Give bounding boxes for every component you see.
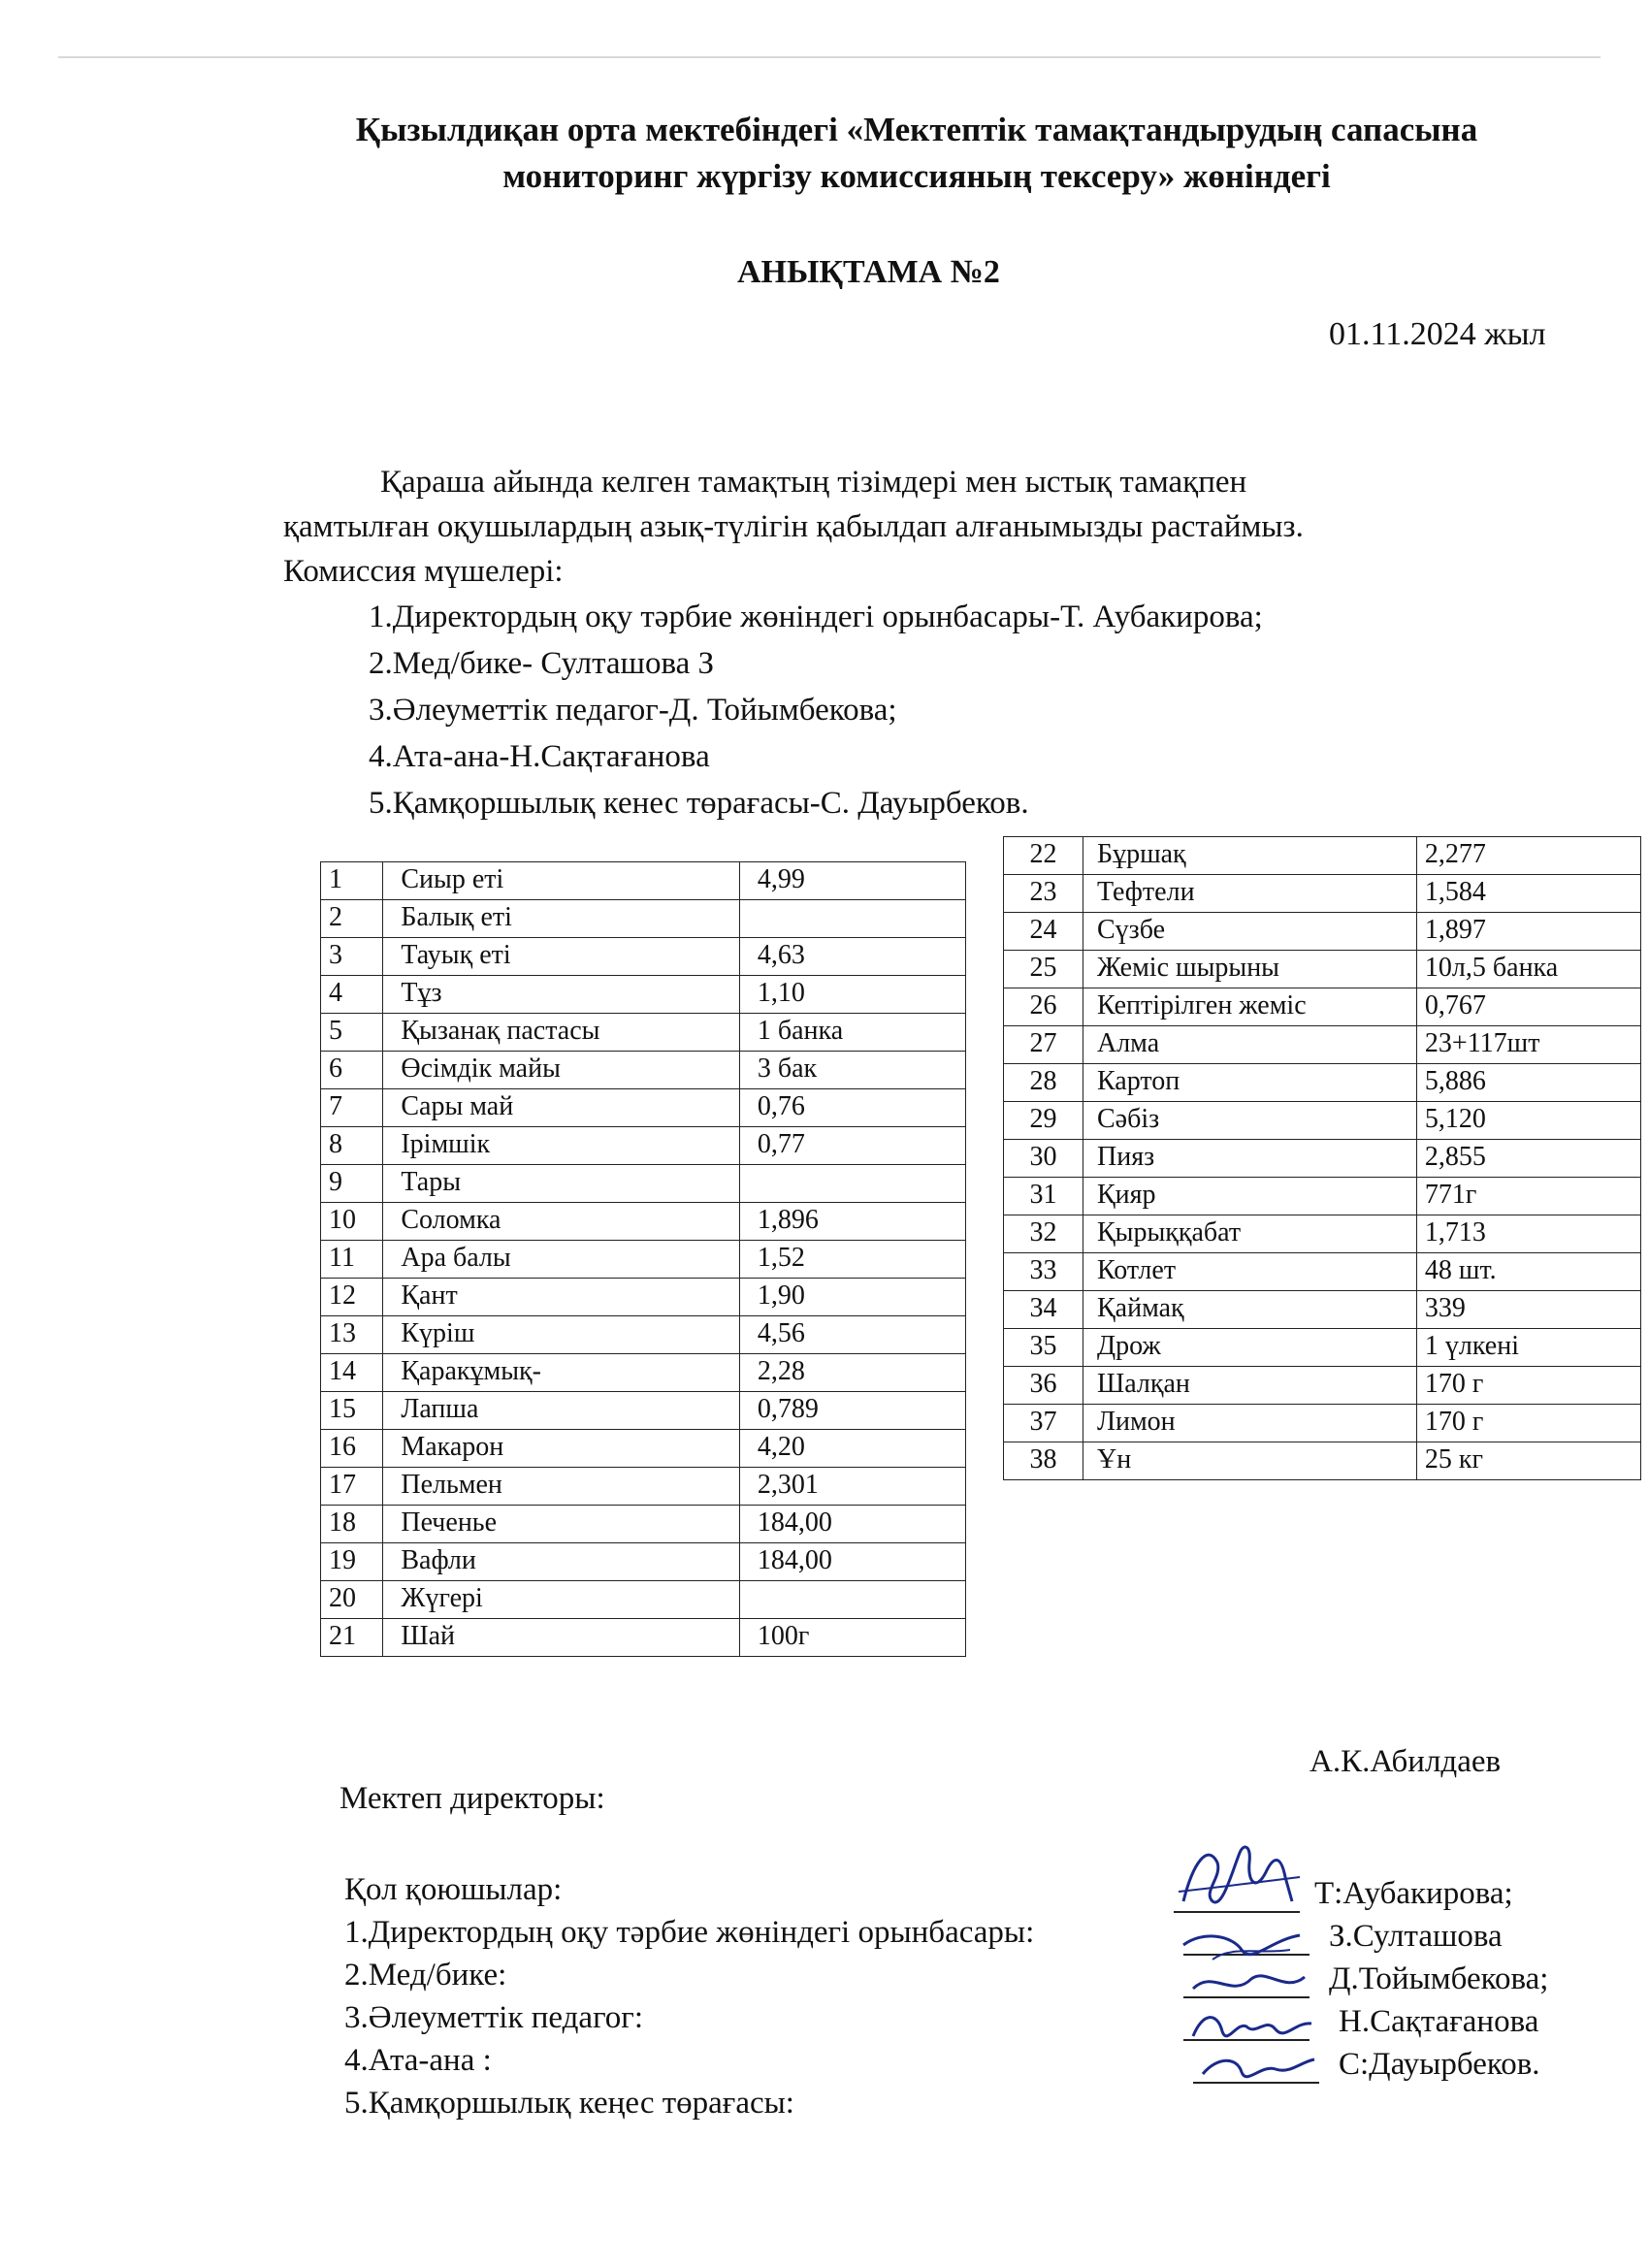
item-quantity: 100г (739, 1619, 965, 1657)
item-quantity: 1,584 (1416, 875, 1640, 913)
item-name: Сиыр еті (383, 862, 740, 900)
member-item: 5.Қамқоршылық кенес төрағасы-С. Дауырбеков. (369, 786, 1029, 821)
item-name: Макарон (383, 1430, 740, 1468)
row-number: 6 (321, 1052, 383, 1089)
item-quantity: 5,886 (1416, 1064, 1640, 1102)
member-item: 3.Әлеуметтік педагог-Д. Тойымбекова; (369, 693, 897, 728)
director-name: А.К.Абилдаев (1310, 1744, 1502, 1779)
item-name: Пияз (1083, 1140, 1416, 1178)
item-quantity: 1,896 (739, 1203, 965, 1241)
table-row (1004, 1329, 1641, 1367)
item-name: Ара балы (383, 1241, 740, 1279)
table-row (1004, 1102, 1641, 1140)
table-row (321, 1165, 966, 1203)
item-name: Тұз (383, 976, 740, 1014)
item-quantity (739, 1581, 965, 1619)
item-name: Жеміс шырыны (1083, 951, 1416, 988)
item-quantity: 23+117шт (1416, 1026, 1640, 1064)
item-quantity: 4,63 (739, 938, 965, 976)
member-item: 4.Ата-ана-Н.Сақтағанова (369, 739, 710, 774)
row-number: 2 (321, 900, 383, 938)
item-quantity: 2,855 (1416, 1140, 1640, 1178)
item-name: Жүгері (383, 1581, 740, 1619)
item-quantity: 0,789 (739, 1392, 965, 1430)
item-name: Тары (383, 1165, 740, 1203)
title-line-1: Қызылдиқан орта мектебіндегі «Мектептік тамақтандырудың сапасына (355, 111, 1478, 148)
table-row (1004, 1253, 1641, 1291)
item-quantity: 1,897 (1416, 913, 1640, 951)
table-row (1004, 1291, 1641, 1329)
item-quantity: 184,00 (739, 1543, 965, 1581)
item-name: Тауық еті (383, 938, 740, 976)
handwritten-signature (1164, 1833, 1310, 1921)
member-item: 1.Директордың оқу тәрбие жөніндегі орынбасары-Т. Аубакирова; (369, 599, 1263, 634)
row-number: 10 (321, 1203, 383, 1241)
row-number: 36 (1004, 1367, 1083, 1405)
table-row (321, 900, 966, 938)
item-name: Ұн (1083, 1442, 1416, 1480)
signers-list (344, 1868, 1034, 2124)
document-heading: АНЫҚТАМА №2 (737, 254, 1000, 290)
item-name: Өсімдік майы (383, 1052, 740, 1089)
item-quantity: 1,52 (739, 1241, 965, 1279)
signer-name: Т:Аубакирова; (1314, 1876, 1513, 1911)
item-name: Қаймақ (1083, 1291, 1416, 1329)
commission-members-list (369, 594, 1263, 826)
row-number: 7 (321, 1089, 383, 1127)
table-row (321, 1241, 966, 1279)
handwritten-signature (1188, 2045, 1324, 2093)
row-number: 12 (321, 1279, 383, 1316)
table-row (321, 938, 966, 976)
intro-paragraph (283, 460, 1544, 594)
item-name: Шалқан (1083, 1367, 1416, 1405)
director-label: Мектеп директоры: (340, 1781, 605, 1816)
table-row (1004, 1140, 1641, 1178)
item-quantity: 4,56 (739, 1316, 965, 1354)
row-number: 11 (321, 1241, 383, 1279)
item-name: Вафли (383, 1543, 740, 1581)
item-quantity: 1 үлкені (1416, 1329, 1640, 1367)
item-quantity: 2,277 (1416, 837, 1640, 875)
row-number: 8 (321, 1127, 383, 1165)
item-name: Печенье (383, 1506, 740, 1543)
item-quantity: 339 (1416, 1291, 1640, 1329)
row-number: 37 (1004, 1405, 1083, 1442)
table-row (1004, 1405, 1641, 1442)
document-date: 01.11.2024 жыл (1329, 316, 1546, 352)
member-item: 2.Мед/бике- Султашова З (369, 646, 715, 681)
table-row (1004, 988, 1641, 1026)
table-row (321, 1543, 966, 1581)
item-name: Шай (383, 1619, 740, 1657)
handwritten-signature (1179, 1960, 1314, 2008)
item-quantity: 1,713 (1416, 1215, 1640, 1253)
item-quantity: 4,99 (739, 862, 965, 900)
item-quantity: 5,120 (1416, 1102, 1640, 1140)
item-name: Қант (383, 1279, 740, 1316)
item-quantity (739, 900, 965, 938)
table-row (321, 1619, 966, 1657)
table-row (321, 1089, 966, 1127)
item-name: Қызанақ пастасы (383, 1014, 740, 1052)
table-row (321, 1468, 966, 1506)
table-row (1004, 1215, 1641, 1253)
item-quantity: 1,10 (739, 976, 965, 1014)
item-name: Дрож (1083, 1329, 1416, 1367)
item-quantity (739, 1165, 965, 1203)
item-quantity: 2,28 (739, 1354, 965, 1392)
row-number: 33 (1004, 1253, 1083, 1291)
row-number: 29 (1004, 1102, 1083, 1140)
table-row (321, 1392, 966, 1430)
table-row (321, 1014, 966, 1052)
signer-name: С:Дауырбеков. (1339, 2047, 1540, 2082)
item-quantity: 48 шт. (1416, 1253, 1640, 1291)
item-quantity: 3 бак (739, 1052, 965, 1089)
item-quantity: 0,767 (1416, 988, 1640, 1026)
item-name: Картоп (1083, 1064, 1416, 1102)
item-quantity: 170 г (1416, 1405, 1640, 1442)
row-number: 20 (321, 1581, 383, 1619)
table-row (321, 1316, 966, 1354)
table-row (321, 1279, 966, 1316)
table-row (1004, 1367, 1641, 1405)
row-number: 26 (1004, 988, 1083, 1026)
item-quantity: 170 г (1416, 1367, 1640, 1405)
signer-names (1314, 1872, 1548, 2086)
table-row (1004, 1026, 1641, 1064)
item-name: Қырыққабат (1083, 1215, 1416, 1253)
table-row (1004, 1064, 1641, 1102)
row-number: 21 (321, 1619, 383, 1657)
row-number: 32 (1004, 1215, 1083, 1253)
row-number: 3 (321, 938, 383, 976)
item-name: Тефтели (1083, 875, 1416, 913)
intro-line-3: Комиссия мүшелері: (283, 554, 564, 589)
signer-name: Д.Тойымбекова; (1329, 1961, 1549, 1996)
signer-role: 1.Директордың оқу тәрбие жөніндегі орынбасары: (344, 1915, 1035, 1950)
table-row (321, 1203, 966, 1241)
signer-role: 3.Әлеуметтік педагог: (344, 2000, 643, 2035)
intro-line-2: қамтылған оқушылардың азық-түлігін қабылдап алғанымызды растаймыз. (283, 509, 1304, 544)
table-row (321, 976, 966, 1014)
item-name: Кептірілген жеміс (1083, 988, 1416, 1026)
row-number: 25 (1004, 951, 1083, 988)
row-number: 16 (321, 1430, 383, 1468)
handwritten-signature (1183, 2002, 1319, 2051)
row-number: 4 (321, 976, 383, 1014)
intro-line-1: Қараша айында келген тамақтың тізімдері мен ыстық тамақпен (380, 465, 1247, 500)
row-number: 9 (321, 1165, 383, 1203)
signer-role: 2.Мед/бике: (344, 1958, 507, 1993)
table-row (321, 1506, 966, 1543)
item-name: Қаракұмық- (383, 1354, 740, 1392)
item-name: Сәбіз (1083, 1102, 1416, 1140)
row-number: 28 (1004, 1064, 1083, 1102)
table-row (321, 862, 966, 900)
row-number: 31 (1004, 1178, 1083, 1215)
table-row (1004, 951, 1641, 988)
row-number: 30 (1004, 1140, 1083, 1178)
item-quantity: 1,90 (739, 1279, 965, 1316)
signer-role: 4.Ата-ана : (344, 2043, 492, 2078)
table-row (1004, 913, 1641, 951)
item-quantity: 771г (1416, 1178, 1640, 1215)
signer-role: 5.Қамқоршылық кеңес төрағасы: (344, 2086, 794, 2121)
row-number: 15 (321, 1392, 383, 1430)
item-name: Ірімшік (383, 1127, 740, 1165)
item-name: Лимон (1083, 1405, 1416, 1442)
row-number: 17 (321, 1468, 383, 1506)
item-name: Күріш (383, 1316, 740, 1354)
row-number: 5 (321, 1014, 383, 1052)
table-row (321, 1430, 966, 1468)
item-name: Сүзбе (1083, 913, 1416, 951)
document-title (252, 107, 1581, 200)
row-number: 1 (321, 862, 383, 900)
item-name: Бұршақ (1083, 837, 1416, 875)
row-number: 38 (1004, 1442, 1083, 1480)
item-quantity: 10л,5 банка (1416, 951, 1640, 988)
signers-heading: Қол қоюшылар: (344, 1872, 563, 1907)
item-name: Алма (1083, 1026, 1416, 1064)
table-row (321, 1052, 966, 1089)
row-number: 23 (1004, 875, 1083, 913)
table-row (1004, 875, 1641, 913)
item-name: Қияр (1083, 1178, 1416, 1215)
table-row (1004, 1178, 1641, 1215)
row-number: 35 (1004, 1329, 1083, 1367)
item-quantity: 2,301 (739, 1468, 965, 1506)
item-name: Балық еті (383, 900, 740, 938)
row-number: 34 (1004, 1291, 1083, 1329)
item-quantity: 0,77 (739, 1127, 965, 1165)
item-quantity: 0,76 (739, 1089, 965, 1127)
table-row (1004, 1442, 1641, 1480)
table-row (321, 1581, 966, 1619)
row-number: 18 (321, 1506, 383, 1543)
row-number: 13 (321, 1316, 383, 1354)
item-quantity: 184,00 (739, 1506, 965, 1543)
row-number: 19 (321, 1543, 383, 1581)
food-items-table-left (320, 861, 966, 1657)
row-number: 27 (1004, 1026, 1083, 1064)
item-name: Пельмен (383, 1468, 740, 1506)
item-name: Котлет (1083, 1253, 1416, 1291)
item-name: Сары май (383, 1089, 740, 1127)
item-name: Соломка (383, 1203, 740, 1241)
food-items-table-right (1003, 836, 1641, 1480)
item-quantity: 4,20 (739, 1430, 965, 1468)
item-name: Лапша (383, 1392, 740, 1430)
title-line-2: мониторинг жүргізу комиссияның тексеру» жөніндегі (502, 157, 1331, 195)
row-number: 14 (321, 1354, 383, 1392)
signer-name: Н.Сақтағанова (1339, 2004, 1539, 2039)
item-quantity: 25 кг (1416, 1442, 1640, 1480)
signer-name: З.Султашова (1329, 1919, 1503, 1954)
table-row (321, 1127, 966, 1165)
row-number: 24 (1004, 913, 1083, 951)
top-border-line (58, 56, 1600, 58)
item-quantity: 1 банка (739, 1014, 965, 1052)
table-row (321, 1354, 966, 1392)
table-row (1004, 837, 1641, 875)
row-number: 22 (1004, 837, 1083, 875)
